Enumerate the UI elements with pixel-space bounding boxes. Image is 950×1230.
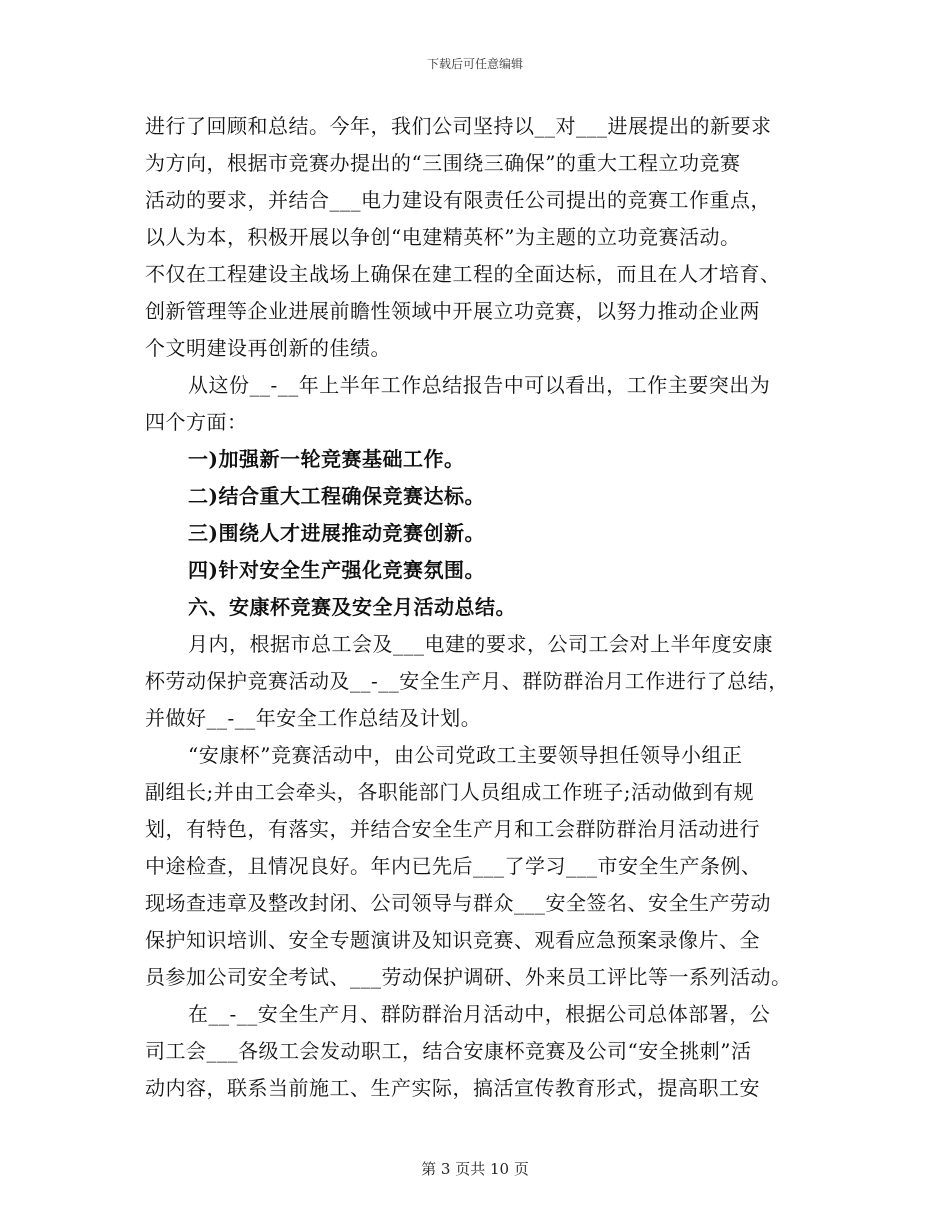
section-heading: 六、安康杯竞赛及安全月活动总结。 xyxy=(188,595,516,619)
section-heading: 四)针对安全生产强化竞赛氛围。 xyxy=(188,558,485,582)
text-line: 司工会___各级工会发动职工，结合安康杯竞赛及公司“安全挑刺”活 xyxy=(145,1039,752,1063)
text-line: 为方向，根据市竞赛办提出的“三围绕三确保”的重大工程立功竞赛 xyxy=(145,151,741,175)
page-header: 下载后可任意编辑 xyxy=(426,57,523,71)
text-line: 副组长;并由工会牵头，各职能部门人员组成工作班子;活动做到有规 xyxy=(145,780,754,804)
text-line: 创新管理等企业进展前瞻性领域中开展立功竞赛，以努力推动企业两 xyxy=(145,299,760,323)
text-line: 现场查违章及整改封闭、公司领导与群众___安全签名、安全生产劳动 xyxy=(145,891,771,915)
text-line: 并做好__-__年安全工作总结及计划。 xyxy=(145,706,482,730)
section-heading: 二)结合重大工程确保竞赛达标。 xyxy=(188,484,485,508)
text-line: 员参加公司安全考试、___劳动保护调研、外来员工评比等一系列活动。 xyxy=(145,965,792,989)
text-line: 保护知识培训、安全专题演讲及知识竞赛、观看应急预案录像片、全 xyxy=(145,928,760,952)
text-line: 中途检查，且情况良好。年内已先后___了学习___市安全生产条例、 xyxy=(145,854,762,878)
text-line: 月内，根据市总工会及___电建的要求，公司工会对上半年度安康 xyxy=(188,632,773,656)
text-line: 个文明建设再创新的佳绩。 xyxy=(145,336,391,360)
text-line: 活动的要求，并结合___电力建设有限责任公司提出的竞赛工作重点， xyxy=(145,188,771,212)
text-line: 在__-__安全生产月、群防群治月活动中，根据公司总体部署，公 xyxy=(188,1002,771,1026)
text-line: “安康杯”竞赛活动中，由公司党政工主要领导担任领导小组正 xyxy=(188,743,743,767)
section-heading: 一)加强新一轮竞赛基础工作。 xyxy=(188,447,465,471)
text-line: 划，有特色，有落实，并结合安全生产月和工会群防群治月活动进行 xyxy=(145,817,760,841)
page-footer: 第 3 页共 10 页 xyxy=(421,1160,529,1178)
text-line: 进行了回顾和总结。今年，我们公司坚持以__对___进展提出的新要求 xyxy=(145,114,772,138)
text-line: 四个方面： xyxy=(145,410,248,434)
text-line: 不仅在工程建设主战场上确保在建工程的全面达标，而且在人才培育、 xyxy=(145,262,781,286)
section-heading: 三)围绕人才进展推动竞赛创新。 xyxy=(188,521,485,545)
text-line: 以人为本，积极开展以争创“电建精英杯”为主题的立功竞赛活动。 xyxy=(145,225,741,249)
text-line: 动内容，联系当前施工、生产实际，搞活宣传教育形式，提高职工安 xyxy=(145,1076,760,1100)
text-line: 杯劳动保护竞赛活动及__-__安全生产月、群防群治月工作进行了总结， xyxy=(145,669,789,693)
text-line: 从这份__-__年上半年工作总结报告中可以看出，工作主要突出为 xyxy=(188,373,771,397)
